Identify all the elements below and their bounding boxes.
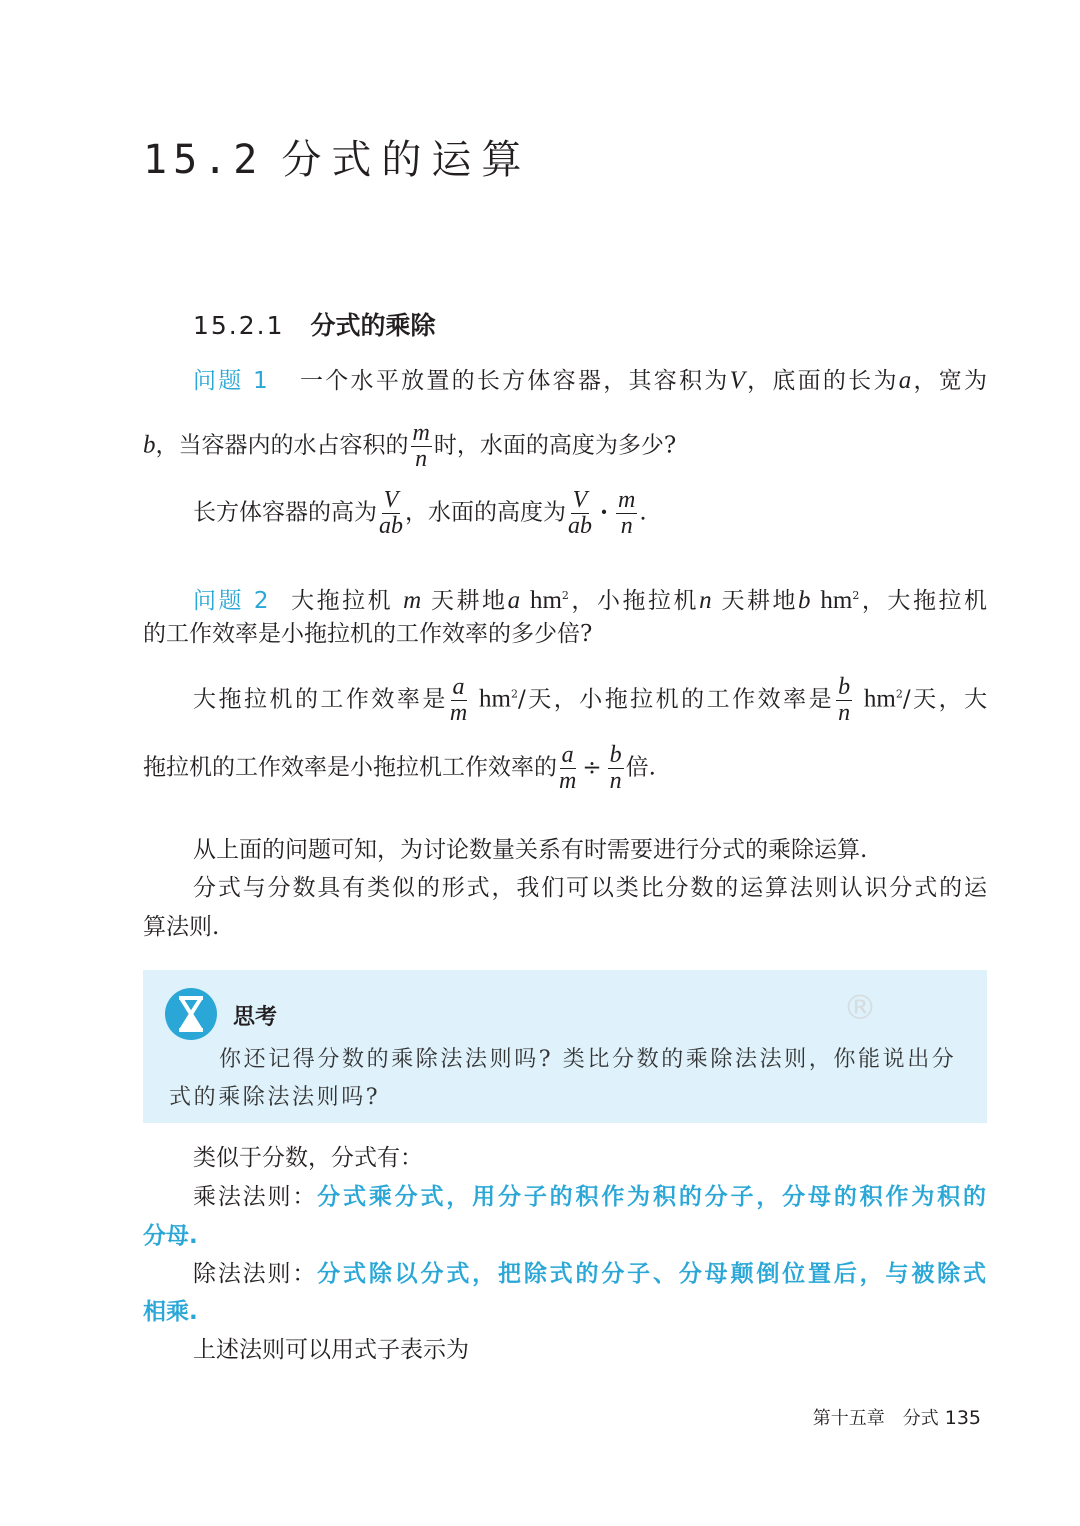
fraction xyxy=(411,421,432,472)
superscript: 2 xyxy=(852,589,860,602)
registered-watermark: ® xyxy=(843,988,877,1028)
numerator: a xyxy=(452,674,465,700)
text: ，当容器内的水占容积的 xyxy=(155,432,409,459)
think-title: 思考 xyxy=(233,1005,278,1030)
text: 倍. xyxy=(625,754,656,781)
problem2-line2: 的工作效率是小拖拉机的工作效率的多少倍? xyxy=(143,621,593,647)
superscript: 2 xyxy=(895,687,903,701)
problem1-label: 问题 1 xyxy=(193,368,268,394)
unit: hm xyxy=(479,685,511,713)
denominator: ab xyxy=(379,513,403,539)
numerator: b xyxy=(838,674,851,700)
math-var: a xyxy=(507,587,521,614)
section-title-text: 分式的运算 xyxy=(281,137,532,183)
text: ，大拖拉机 xyxy=(859,588,988,614)
math-var: b xyxy=(798,587,811,614)
fraction xyxy=(450,675,467,726)
numerator: V xyxy=(383,487,399,513)
division-rule-line1 xyxy=(193,1259,987,1289)
section-number: 15.2 xyxy=(143,137,264,183)
denominator: n xyxy=(609,768,622,794)
rules-outro: 上述法则可以用式子表示为 xyxy=(193,1337,469,1363)
divide-sign: ÷ xyxy=(582,754,602,781)
page-footer xyxy=(813,1404,981,1430)
denominator: ab xyxy=(568,513,592,539)
fraction xyxy=(568,488,592,539)
text: ，大 xyxy=(938,686,988,713)
math-var: m xyxy=(403,587,422,614)
problem1-answer xyxy=(193,488,987,539)
problem2-answer-line1 xyxy=(193,675,987,726)
fraction xyxy=(559,743,576,794)
math-var: V xyxy=(729,367,745,394)
math-var: b xyxy=(143,431,156,459)
multiplication-rule-line2: 分母. xyxy=(143,1223,198,1249)
fraction xyxy=(608,743,624,794)
denominator: n xyxy=(620,513,633,539)
think-line2: 式的乘除法法则吗? xyxy=(169,1085,381,1110)
text: 天耕地 xyxy=(711,588,799,614)
page-number: 135 xyxy=(944,1407,981,1429)
subsection-number: 15.2.1 xyxy=(193,311,285,340)
subsection-title-text: 分式的乘除 xyxy=(310,311,436,340)
numerator: b xyxy=(609,742,622,768)
problem2-answer-line2 xyxy=(143,743,987,794)
unit: hm xyxy=(820,587,853,614)
hourglass-icon xyxy=(165,988,217,1040)
rule-text: 分式乘分式，用分子的积作为积的分子，分母的积作为积的 xyxy=(317,1184,988,1210)
text: 天耕地 xyxy=(421,588,508,614)
superscript: 2 xyxy=(561,589,569,602)
think-box xyxy=(143,970,987,1123)
math-var: n xyxy=(699,587,712,614)
denominator: m xyxy=(559,768,577,794)
problem1-line1 xyxy=(193,366,987,396)
text: 大拖拉机的工作效率是 xyxy=(193,686,448,713)
problem2-label: 问题 2 xyxy=(193,588,269,614)
paragraph-2-line2: 算法则. xyxy=(143,914,220,940)
paragraph-1: 从上面的问题可知，为讨论数量关系有时需要进行分式的乘除运算. xyxy=(193,837,868,863)
rule-label: 乘法法则： xyxy=(193,1184,318,1210)
subsection-title xyxy=(193,306,436,342)
text: ，小拖拉机的工作效率是 xyxy=(553,686,835,713)
text: . xyxy=(639,499,647,526)
unit: hm xyxy=(529,587,562,614)
rule-label: 除法法则： xyxy=(193,1261,318,1287)
rule-text: 分式除以分式，把除式的分子、分母颠倒位置后，与被除式 xyxy=(317,1261,988,1287)
think-line1: 你还记得分数的乘除法法则吗? 类比分数的乘除法法则，你能说出分 xyxy=(219,1047,957,1072)
fraction xyxy=(379,488,403,539)
denominator: m xyxy=(449,700,468,726)
text: ，底面的长为 xyxy=(744,368,899,394)
text: 拖拉机的工作效率是小拖拉机工作效率的 xyxy=(143,754,557,781)
text: 一个水平放置的长方体容器，其容积为 xyxy=(297,368,730,394)
math-var: a xyxy=(898,367,912,394)
superscript: 2 xyxy=(510,687,518,701)
text: ，宽为 xyxy=(911,368,988,394)
denominator: n xyxy=(415,446,428,472)
text: ，小拖拉机 xyxy=(568,588,700,614)
problem2-line1 xyxy=(193,581,987,616)
text: /天 xyxy=(902,686,939,713)
denominator: n xyxy=(838,700,851,726)
text: 时，水面的高度为多少? xyxy=(433,432,677,459)
fraction xyxy=(836,675,852,726)
text: ，水面的高度为 xyxy=(405,499,566,526)
numerator: m xyxy=(618,487,636,513)
numerator: V xyxy=(572,487,588,513)
numerator: a xyxy=(561,742,574,768)
multiplication-rule-line1 xyxy=(193,1182,987,1212)
multiply-dot: · xyxy=(600,498,609,526)
rules-intro: 类似于分数，分式有： xyxy=(193,1145,423,1171)
unit: hm xyxy=(863,685,896,713)
fraction xyxy=(616,488,637,539)
division-rule-line2: 相乘. xyxy=(143,1299,198,1325)
numerator: m xyxy=(412,420,430,446)
chapter-label: 第十五章 分式 xyxy=(812,1408,939,1429)
section-title xyxy=(143,128,531,185)
text: 大拖拉机 xyxy=(288,588,404,614)
text: 长方体容器的高为 xyxy=(193,499,377,526)
problem1-line2 xyxy=(143,421,987,472)
paragraph-2-line1: 分式与分数具有类似的形式，我们可以类比分数的运算法则认识分式的运 xyxy=(193,875,987,901)
text: /天 xyxy=(517,686,554,713)
